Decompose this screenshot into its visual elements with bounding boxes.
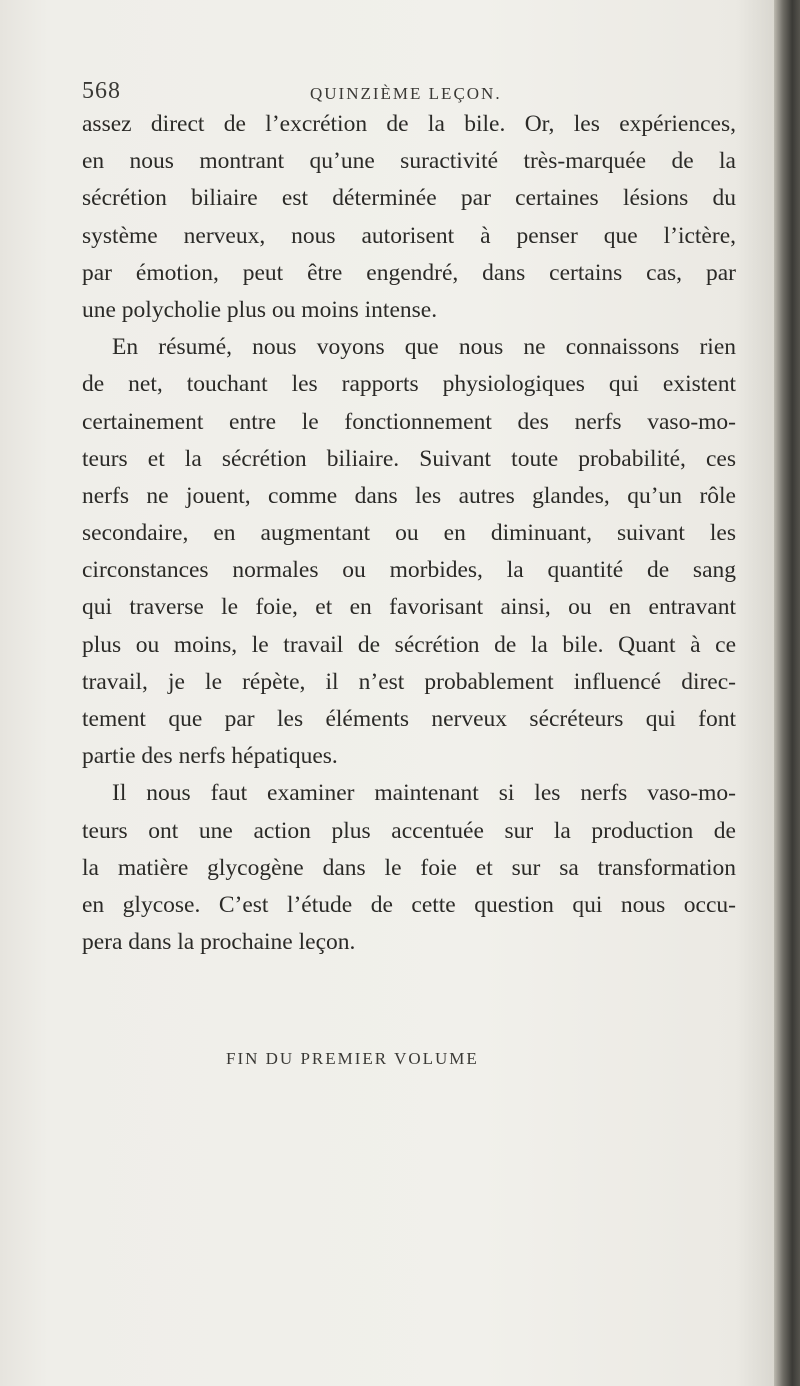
text-line: la matière glycogène dans le foie et sur sa transformation: [82, 854, 736, 881]
text-line: pera dans la prochaine leçon.: [82, 929, 356, 956]
text-line: Il nous faut examiner maintenant si les nerfs vaso-mo-: [112, 780, 736, 807]
text-line: teurs et la sécrétion biliaire. Suivant toute probabilité, ces: [82, 445, 736, 472]
body-text: [82, 106, 736, 961]
text-line: sécrétion biliaire est déterminée par certaines lésions du: [82, 185, 736, 212]
text-line: en nous montrant qu’une suractivité très-marquée de la: [82, 148, 736, 175]
end-note: FIN DU PREMIER VOLUME: [226, 1049, 479, 1068]
page-number: 568: [82, 78, 121, 104]
running-head: [82, 78, 732, 108]
text-line: tement que par les éléments nerveux sécréteurs qui font: [82, 706, 736, 732]
text-line: teurs ont une action plus accentuée sur la production de: [82, 817, 736, 844]
text-line: en glycose. C’est l’étude de cette question qui nous occu-: [82, 891, 736, 918]
text-line: travail, je le répète, il n’est probablement influencé direc-: [82, 668, 736, 695]
text-line: système nerveux, nous autorisent à penser que l’ictère,: [82, 222, 736, 249]
text-line: circonstances normales ou morbides, la quantité de sang: [82, 557, 736, 584]
text-line: partie des nerfs hépatiques.: [82, 743, 338, 770]
text-line: En résumé, nous voyons que nous ne connaissons rien: [112, 334, 736, 361]
text-line: assez direct de l’excrétion de la bile. Or, les expériences,: [82, 111, 736, 137]
text-line: plus ou moins, le travail de sécrétion de la bile. Quant à ce: [82, 631, 736, 658]
running-title: QUINZIÈME LEÇON.: [310, 84, 502, 103]
text-line: qui traverse le foie, et en favorisant ainsi, ou en entravant: [82, 594, 736, 621]
text-line: nerfs ne jouent, comme dans les autres glandes, qu’un rôle: [82, 482, 736, 509]
binding-edge: [774, 0, 800, 1386]
text-line: par émotion, peut être engendré, dans certains cas, par: [82, 259, 736, 286]
text-line: certainement entre le fonctionnement des nerfs vaso-mo-: [82, 408, 736, 435]
text-line: une polycholie plus ou moins intense.: [82, 296, 438, 323]
text-line: de net, touchant les rapports physiologiques qui existent: [82, 371, 736, 398]
text-line: secondaire, en augmentant ou en diminuant, suivant les: [82, 520, 736, 547]
